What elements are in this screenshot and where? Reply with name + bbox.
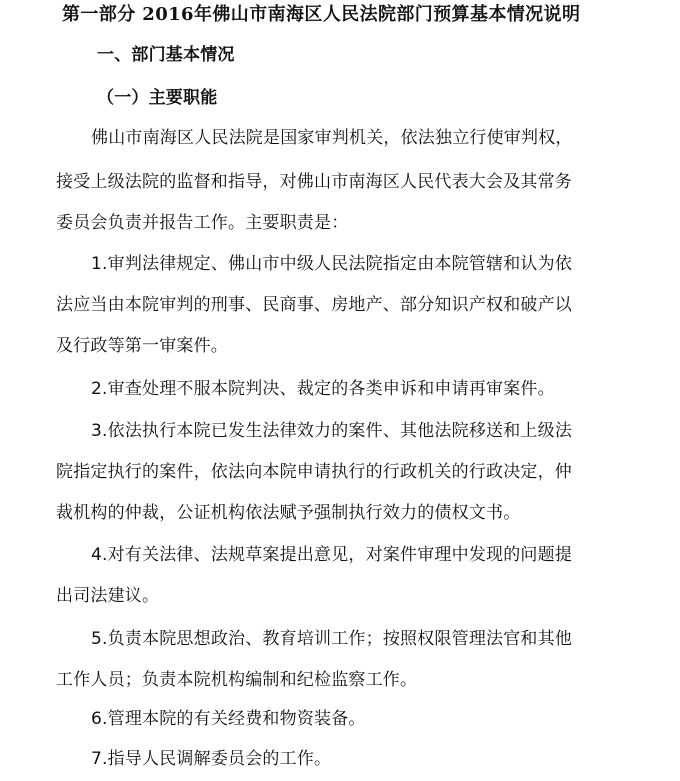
duty-6-line-1: 6.管理本院的有关经费和物资装备。	[91, 709, 366, 729]
duty-1-line-3: 及行政等第一审案件。	[56, 336, 228, 356]
intro-line-2: 接受上级法院的监督和指导，对佛山市南海区人民代表大会及其常务	[56, 172, 572, 192]
duty-3-line-2: 院指定执行的案件，依法向本院申请执行的行政机关的行政决定，仲	[56, 462, 572, 482]
duty-4-line-1: 4.对有关法律、法规草案提出意见，对案件审理中发现的问题提	[91, 545, 573, 565]
intro-line-3: 委员会负责并报告工作。主要职责是：	[56, 213, 349, 233]
duty-3-line-3: 裁机构的仲裁，公证机构依法赋予强制执行效力的债权文书。	[56, 503, 521, 523]
subsection-heading: （一）主要职能	[97, 88, 218, 108]
duty-1-line-1: 1.审判法律规定、佛山市中级人民法院指定由本院管辖和认为依	[91, 254, 573, 274]
duty-3-line-1: 3.依法执行本院已发生法律效力的案件、其他法院移送和上级法	[91, 421, 573, 441]
section-heading: 一、部门基本情况	[97, 45, 235, 65]
intro-line-1: 佛山市南海区人民法院是国家审判机关，依法独立行使审判权，	[91, 128, 573, 148]
duty-1-line-2: 法应当由本院审判的刑事、民商事、房地产、部分知识产权和破产以	[56, 295, 572, 315]
duty-2-line-1: 2.审查处理不服本院判决、裁定的各类申诉和申请再审案件。	[91, 379, 555, 399]
duty-7-line-1: 7.指导人民调解委员会的工作。	[91, 749, 332, 769]
duty-5-line-1: 5.负责本院思想政治、教育培训工作；按照权限管理法官和其他	[91, 629, 573, 649]
duty-4-line-2: 出司法建议。	[56, 586, 160, 606]
duty-5-line-2: 工作人员；负责本院机构编制和纪检监察工作。	[56, 670, 418, 690]
document-title: 第一部分 2016年佛山市南海区人民法院部门预算基本情况说明	[62, 4, 581, 25]
